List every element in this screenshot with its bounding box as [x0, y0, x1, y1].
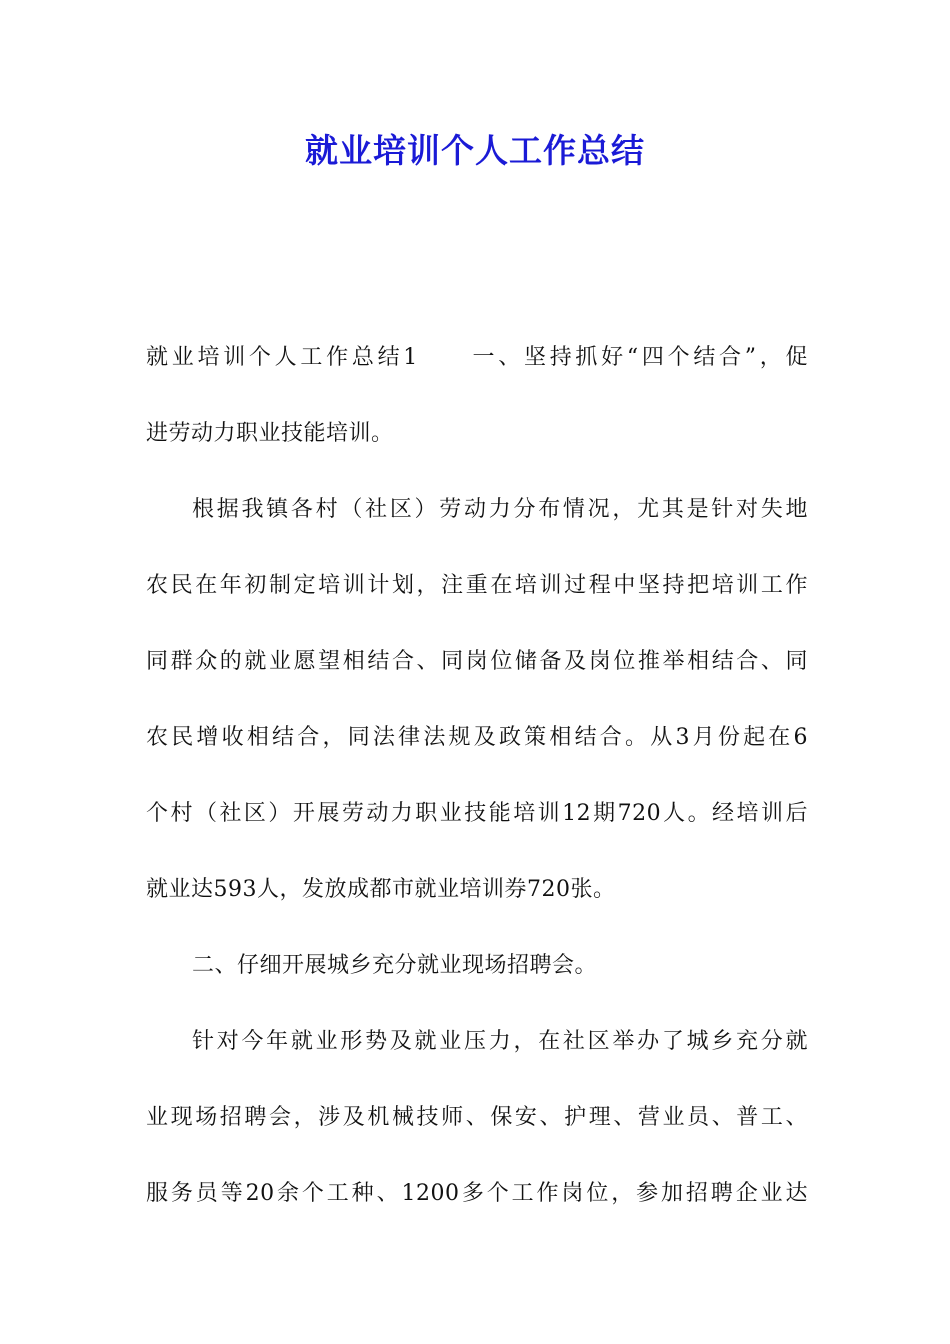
paragraph-line: 根据我镇各村（社区）劳动力分布情况，尤其是针对失地	[192, 497, 808, 522]
paragraph-line: 农民在年初制定培训计划，注重在培训过程中坚持把培训工作	[146, 573, 808, 598]
paragraph-line: 就业培训个人工作总结1 一、坚持抓好“四个结合”，促	[146, 345, 808, 370]
paragraph-line: 业现场招聘会，涉及机械技师、保安、护理、营业员、普工、	[146, 1105, 808, 1130]
paragraph-line: 服务员等20余个工种、1200多个工作岗位，参加招聘企业达	[146, 1181, 808, 1206]
paragraph-line: 就业达593人，发放成都市就业培训券720张。	[146, 877, 616, 902]
paragraph-line: 个村（社区）开展劳动力职业技能培训12期720人。经培训后	[146, 801, 808, 826]
paragraph-line: 同群众的就业愿望相结合、同岗位储备及岗位推举相结合、同	[146, 649, 808, 674]
paragraph-line: 针对今年就业形势及就业压力，在社区举办了城乡充分就	[192, 1029, 808, 1054]
paragraph-line: 进劳动力职业技能培训。	[146, 421, 394, 446]
document-title: 就业培训个人工作总结	[305, 131, 645, 170]
paragraph-line: 农民增收相结合，同法律法规及政策相结合。从3月份起在6	[146, 725, 808, 750]
section-heading: 二、仔细开展城乡充分就业现场招聘会。	[192, 953, 598, 978]
